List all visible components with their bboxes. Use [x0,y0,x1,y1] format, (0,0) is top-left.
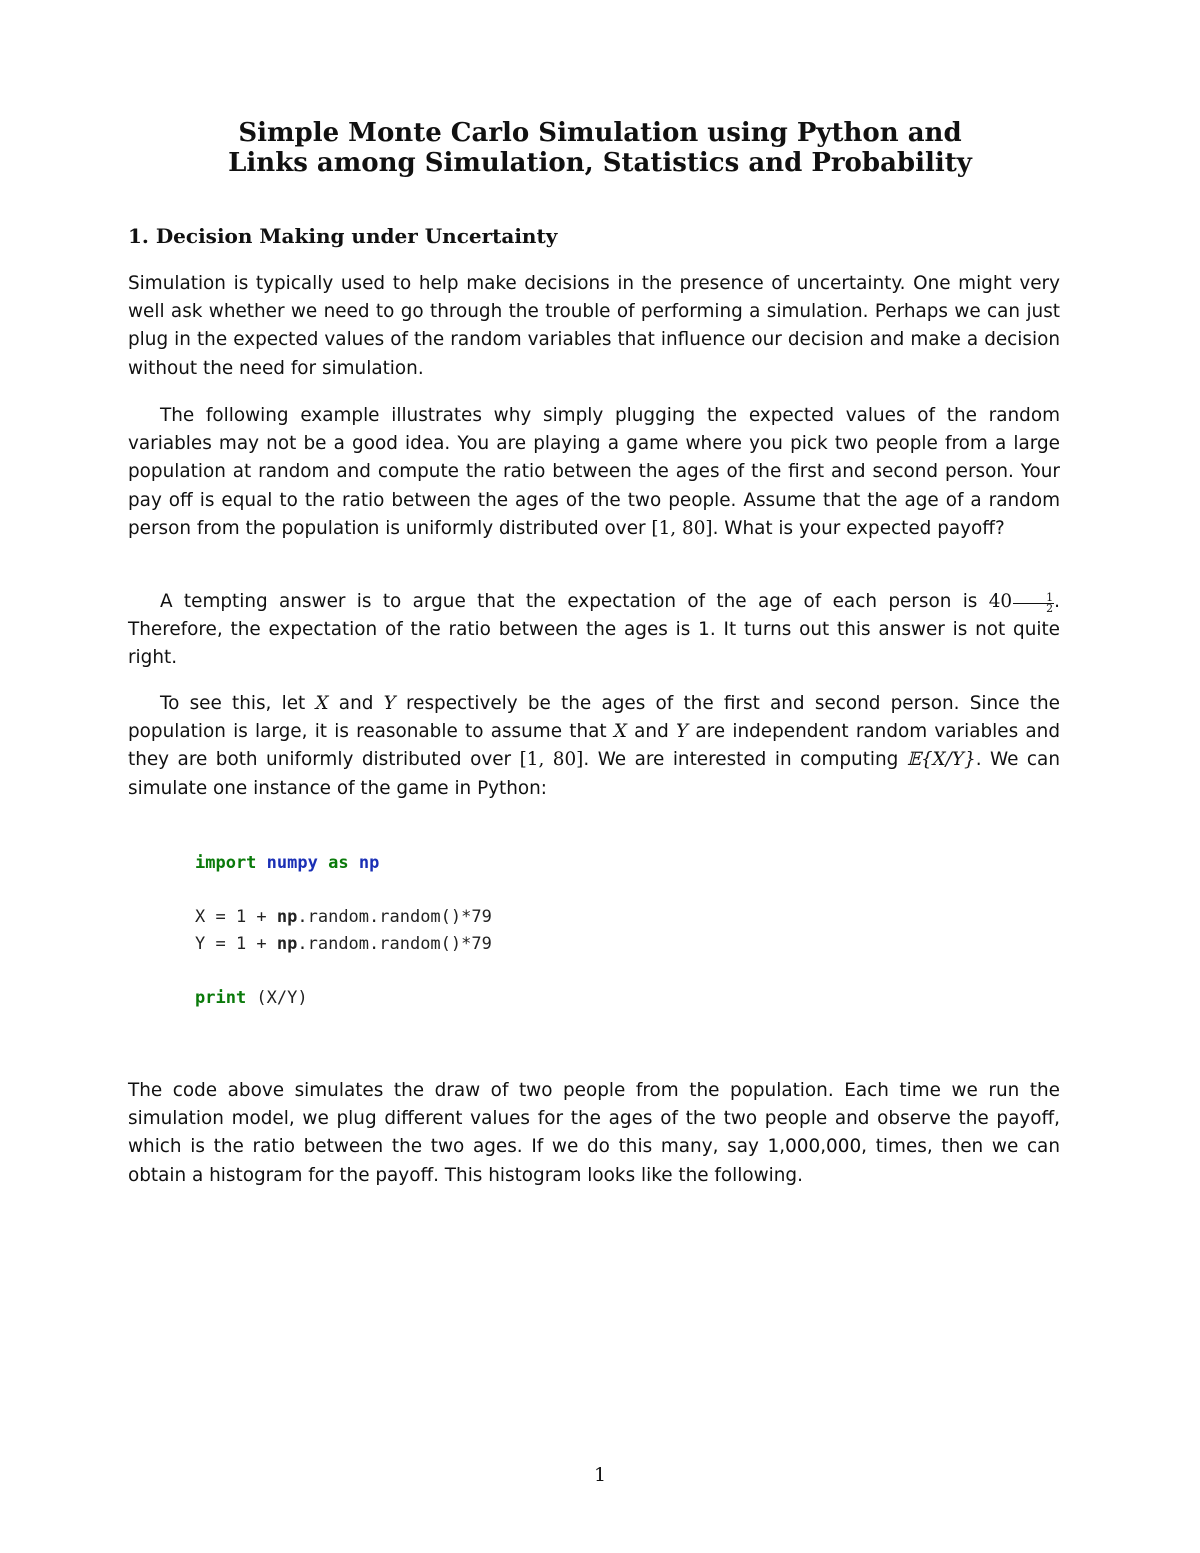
code-kw-as: as [328,853,349,873]
title-line-1: Simple Monte Carlo Simulation using Python and [238,118,962,148]
p4-t5: are independent random variables and they are both uniformly distributed over [128,721,1060,771]
title-line-2: Links among Simulation, Statistics and Probability [228,148,972,178]
p4-t2: and [328,693,384,714]
code-y-b: .random.random()*79 [297,934,492,954]
code-y-np: np [276,934,298,954]
document-title [0,118,1200,178]
paragraph-5: The code above simulates the draw of two people from the population. Each time we run the simulation model, we plug different values for the ages of the two people and observe the payoff, which is the ratio between the two ages. If we do this many, say 1,000,000, times, then we can obtain a histogram for the payoff. This histogram looks like the following. [128,1080,1060,1186]
code-mod-np: np [358,853,380,873]
p2-interval: [1, 80] [651,517,713,539]
code-x-a: X = 1 + [195,907,277,927]
p3-frac-num: 1 [1013,593,1054,604]
section-heading: 1. Decision Making under Uncertainty [128,224,558,248]
paragraph-2 [128,402,1060,543]
p3-whole: 40 [988,591,1013,612]
code-mod-numpy: numpy [266,853,318,873]
p4-var-y: Y [383,693,396,714]
code-print-arg: (X/Y) [246,988,308,1008]
page-number: 1 [593,1464,607,1486]
p4-expectation: 𝔼{X/Y} [906,749,976,771]
p4-t3: respectively be the ages of the first and second person. Since the population is large, it is reasonable to assume that [128,693,1060,743]
p4-t6: . We are interested in computing [583,749,907,771]
p4-var-x2: X [613,721,627,743]
code-kw-print: print [195,988,247,1008]
paragraph-1: Simulation is typically used to help make decisions in the presence of uncertainty. One might very well ask whether we need to go through the trouble of performing a simulation. Perhaps we can just plug in the expected values of the random variables that influence our decision and make a decision without the need for simulation. [128,273,1060,379]
p3-frac-den: 2 [1046,601,1054,615]
p4-var-x: X [315,693,329,714]
p3-text-a: A tempting answer is to argue that the expectation of the age of each person is [160,591,989,612]
code-x-np: np [276,907,298,927]
code-y-a: Y = 1 + [195,934,277,954]
p4-interval: [1, 80] [519,749,584,771]
code-kw-import: import [195,853,257,873]
p4-t1: To see this, let [160,693,316,714]
code-block [195,850,492,1012]
p3-text-b: . Therefore, the expectation of the ratio between the ages is 1. It turns out this answer is not quite right. [128,591,1060,669]
code-x-b: .random.random()*79 [297,907,492,927]
p2-text-b: . What is your expected payoff? [712,517,1005,539]
p4-t7: . We can simulate one instance of the game in Python: [128,749,1060,799]
paragraph-4 [128,690,1060,803]
p3-fraction [1013,590,1054,615]
p4-var-y2: Y [675,721,689,743]
p2-text-a: The following example illustrates why simply plugging the expected values of the random variables may not be a good idea. You are playing a game where you pick two people from a large population at random and compute the ratio between the ages of the first and second person. Your pay off is equal to the ratio between the ages of the two people. Assume that the age of a random person from the population is uniformly distributed over [128,405,1060,539]
paragraph-3 [128,588,1060,673]
p4-t4: and [626,721,676,743]
